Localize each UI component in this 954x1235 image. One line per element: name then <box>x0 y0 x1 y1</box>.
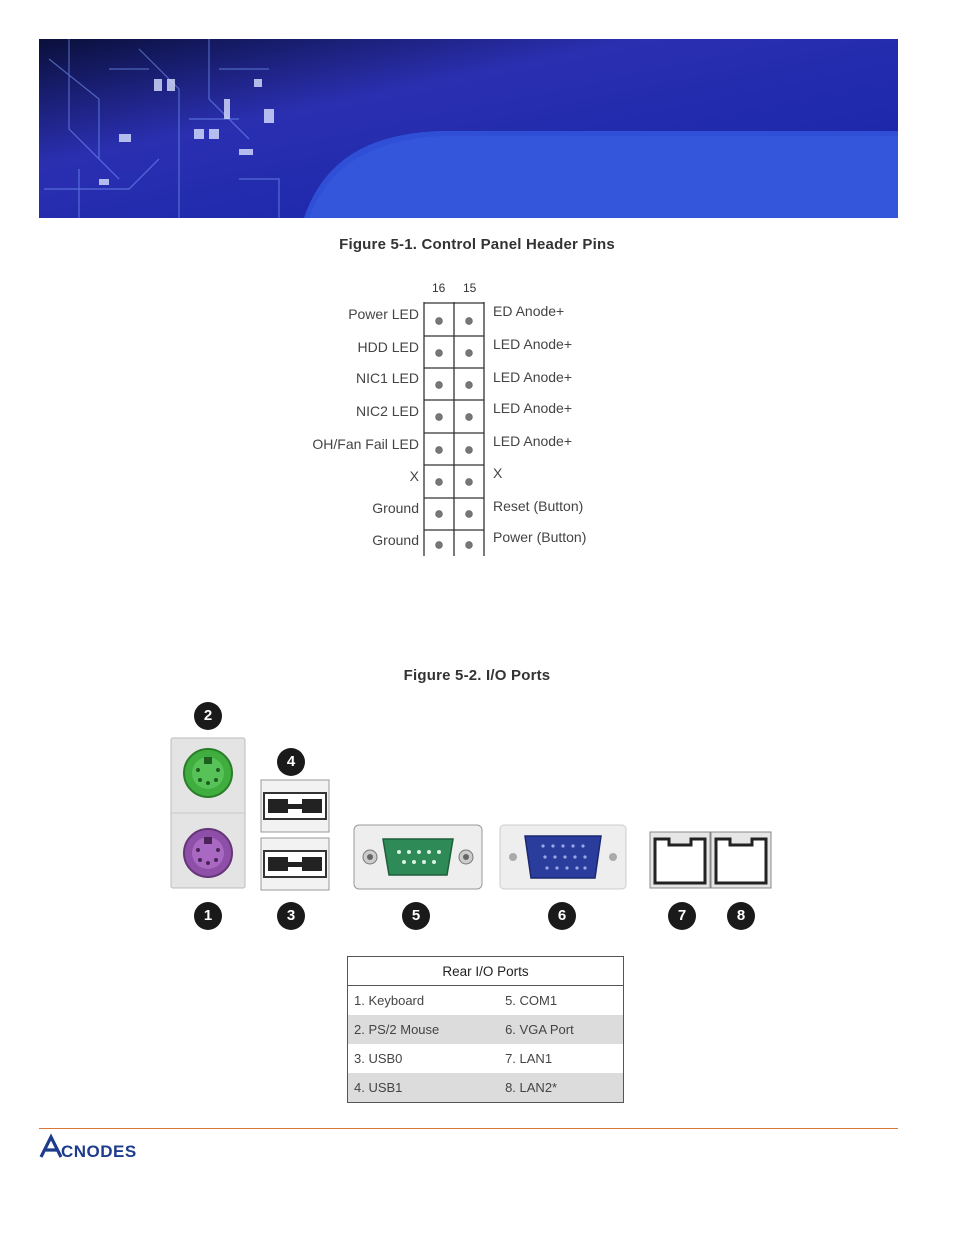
vga-port <box>499 824 627 895</box>
table-cell: 6. VGA Port <box>499 1015 623 1044</box>
usb-port-stack <box>260 779 330 896</box>
pin-left-label: NIC2 LED <box>355 403 419 419</box>
table-cell: 2. PS/2 Mouse <box>348 1015 500 1044</box>
rear-io-table-title: Rear I/O Ports <box>348 957 624 986</box>
lan-port-2 <box>710 831 772 894</box>
ps2-port-stack <box>170 737 246 894</box>
pin-left-label: HDD LED <box>357 339 419 355</box>
port-badge-2: 2 <box>194 702 222 730</box>
pin-left-label: NIC1 LED <box>355 370 419 386</box>
pin-left-label: Power LED <box>348 306 419 322</box>
figure-5-2-caption: Figure 5-2. I/O Ports <box>403 667 551 684</box>
header-banner <box>39 39 898 218</box>
table-row <box>348 986 624 1016</box>
port-badge-1: 1 <box>194 902 222 930</box>
svg-text:CNODES: CNODES <box>61 1142 137 1161</box>
pin-right-label: ED Anode+ <box>493 303 565 319</box>
pin-right-label: LED Anode+ <box>493 400 573 416</box>
pin-number-16: 16 <box>432 281 446 295</box>
table-cell: 8. LAN2* <box>499 1073 623 1103</box>
pin-left-label: OH/Fan Fail LED <box>312 436 419 452</box>
port-badge-4: 4 <box>277 748 305 776</box>
table-cell: 7. LAN1 <box>505 1051 553 1066</box>
pin-left-label: X <box>409 468 419 484</box>
pin-left-label: Ground <box>372 532 419 548</box>
rear-io-table <box>347 956 624 1103</box>
pin-right-label: LED Anode+ <box>493 369 573 385</box>
pin-number-15: 15 <box>463 281 477 295</box>
footer-divider <box>39 1128 898 1129</box>
port-badge-8: 8 <box>727 902 755 930</box>
port-badge-7: 7 <box>668 902 696 930</box>
port-badge-6: 6 <box>548 902 576 930</box>
port-badge-5: 5 <box>402 902 430 930</box>
figure-5-1-caption: Figure 5-1. Control Panel Header Pins <box>339 236 615 253</box>
pin-left-label: Ground <box>372 500 419 516</box>
pin-header-diagram <box>423 302 485 556</box>
pin-right-label: Power (Button) <box>493 529 587 545</box>
table-row <box>348 1015 624 1044</box>
table-cell: 4. USB1 <box>348 1073 500 1103</box>
table-cell: 3. USB0 <box>354 1051 403 1066</box>
lan-port-1 <box>649 831 711 894</box>
pin-right-label: Reset (Button) <box>493 498 584 514</box>
com-port <box>353 824 483 895</box>
pin-right-label: LED Anode+ <box>493 336 573 352</box>
table-row <box>348 1044 624 1073</box>
pin-right-label: LED Anode+ <box>493 433 573 449</box>
acnodes-logo <box>39 1133 199 1168</box>
table-cell: 5. COM1 <box>505 993 558 1008</box>
port-badge-3: 3 <box>277 902 305 930</box>
table-row <box>348 1073 624 1103</box>
pin-right-label: X <box>493 465 503 481</box>
table-cell: 1. Keyboard <box>354 993 425 1008</box>
